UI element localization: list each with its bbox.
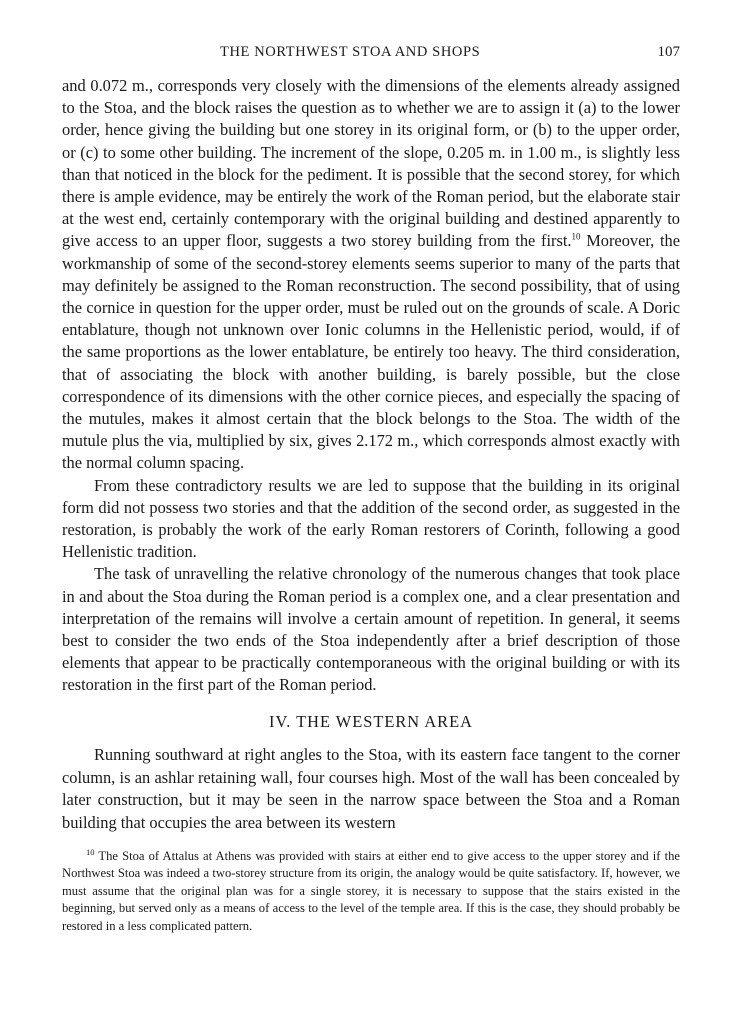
running-head (62, 44, 680, 66)
paragraph-text: Moreover, the workmanship of some of the second-storey elements seems superior to many of the parts that may definitely be assigned to the Roman reconstruction. The second possibility, that of using the cornice in question for the upper order, must be ruled out on the grounds of scale. A Doric entablature, though not unknown over Ionic columns in the Hellenistic period, would, if of the same proportions as the lower entablature, be entirely too heavy. The third consideration, that of associating the block with another building, is barely possible, but the close correspondence of its dimensions with the other cornice pieces, and especially the spacing of the mutules, makes it almost certain that the block belongs to the Stoa. The width of the mutule plus the via, multiplied by six, gives 2.172 m., which corresponds almost exactly with the normal column spacing. (62, 231, 680, 473)
paragraph-text: and 0.072 m., corresponds very closely with the dimensions of the elements already assigned to the Stoa, and the block raises the question as to whether we are to assign it (a) to the lower order, hence giving the building but one storey in its original form, or (b) to the upper order, or (c) to some other building. The increment of the slope, 0.205 m. in 1.00 m., is slightly less than that noticed in the block for the pediment. It is possible that the second storey, for which there is ample evidence, may be entirely the work of the Roman period, but the elaborate stair at the west end, certainly contemporary with the original building and destined apparently to give access to an upper floor, suggests a two storey building from the first. (62, 76, 680, 251)
paragraph: From these contradictory results we are led to suppose that the building in its original form did not possess two stories and that the addition of the second order, as suggested in the restoration, is probably the work of the early Roman restorers of Corinth, following a good Hellenistic tradition. (62, 475, 680, 562)
footnote-marker: 10 (86, 846, 95, 857)
body-text (62, 75, 680, 697)
section-heading: IV. THE WESTERN AREA (269, 712, 473, 731)
paragraph: The task of unravelling the relative chronology of the numerous changes that took place in and about the Stoa during the Roman period is a complex one, and a clear presentation and interpretation of the remains will involve a certain amount of repetition. In general, it seems best to consider the two ends of the Stoa independently after a brief description of those elements that appear to be practically contemporaneous with the original building or with its restoration in the first part of the Roman period. (62, 564, 680, 695)
paragraph-continuation (62, 75, 680, 475)
footnote (62, 848, 680, 935)
section-body (62, 744, 680, 834)
footnote-reference: 10 (571, 231, 581, 242)
footnote-paragraph (62, 848, 680, 935)
page-number: 107 (657, 44, 680, 60)
footnote-text: The Stoa of Attalus at Athens was provided with stairs at either end to give access to the upper storey and if the Northwest Stoa was indeed a two-storey structure from its origin, the analogy would be quite satisfactory. If, however, we must assume that the original plan was for a single storey, it is necessary to suppose that the stairs existed in the beginning, but served only as a means of access to the level of the temple area. If this is the case, they should probably be restored in a less complicated pattern. (62, 849, 680, 933)
paragraph: Running southward at right angles to the Stoa, with its eastern face tangent to the corner column, is an ashlar retaining wall, four courses high. Most of the wall has been concealed by later construction, but it may be seen in the narrow space between the Stoa and a Roman building that occupies the area between its western (62, 745, 680, 832)
running-title: THE NORTHWEST STOA AND SHOPS (220, 44, 481, 60)
